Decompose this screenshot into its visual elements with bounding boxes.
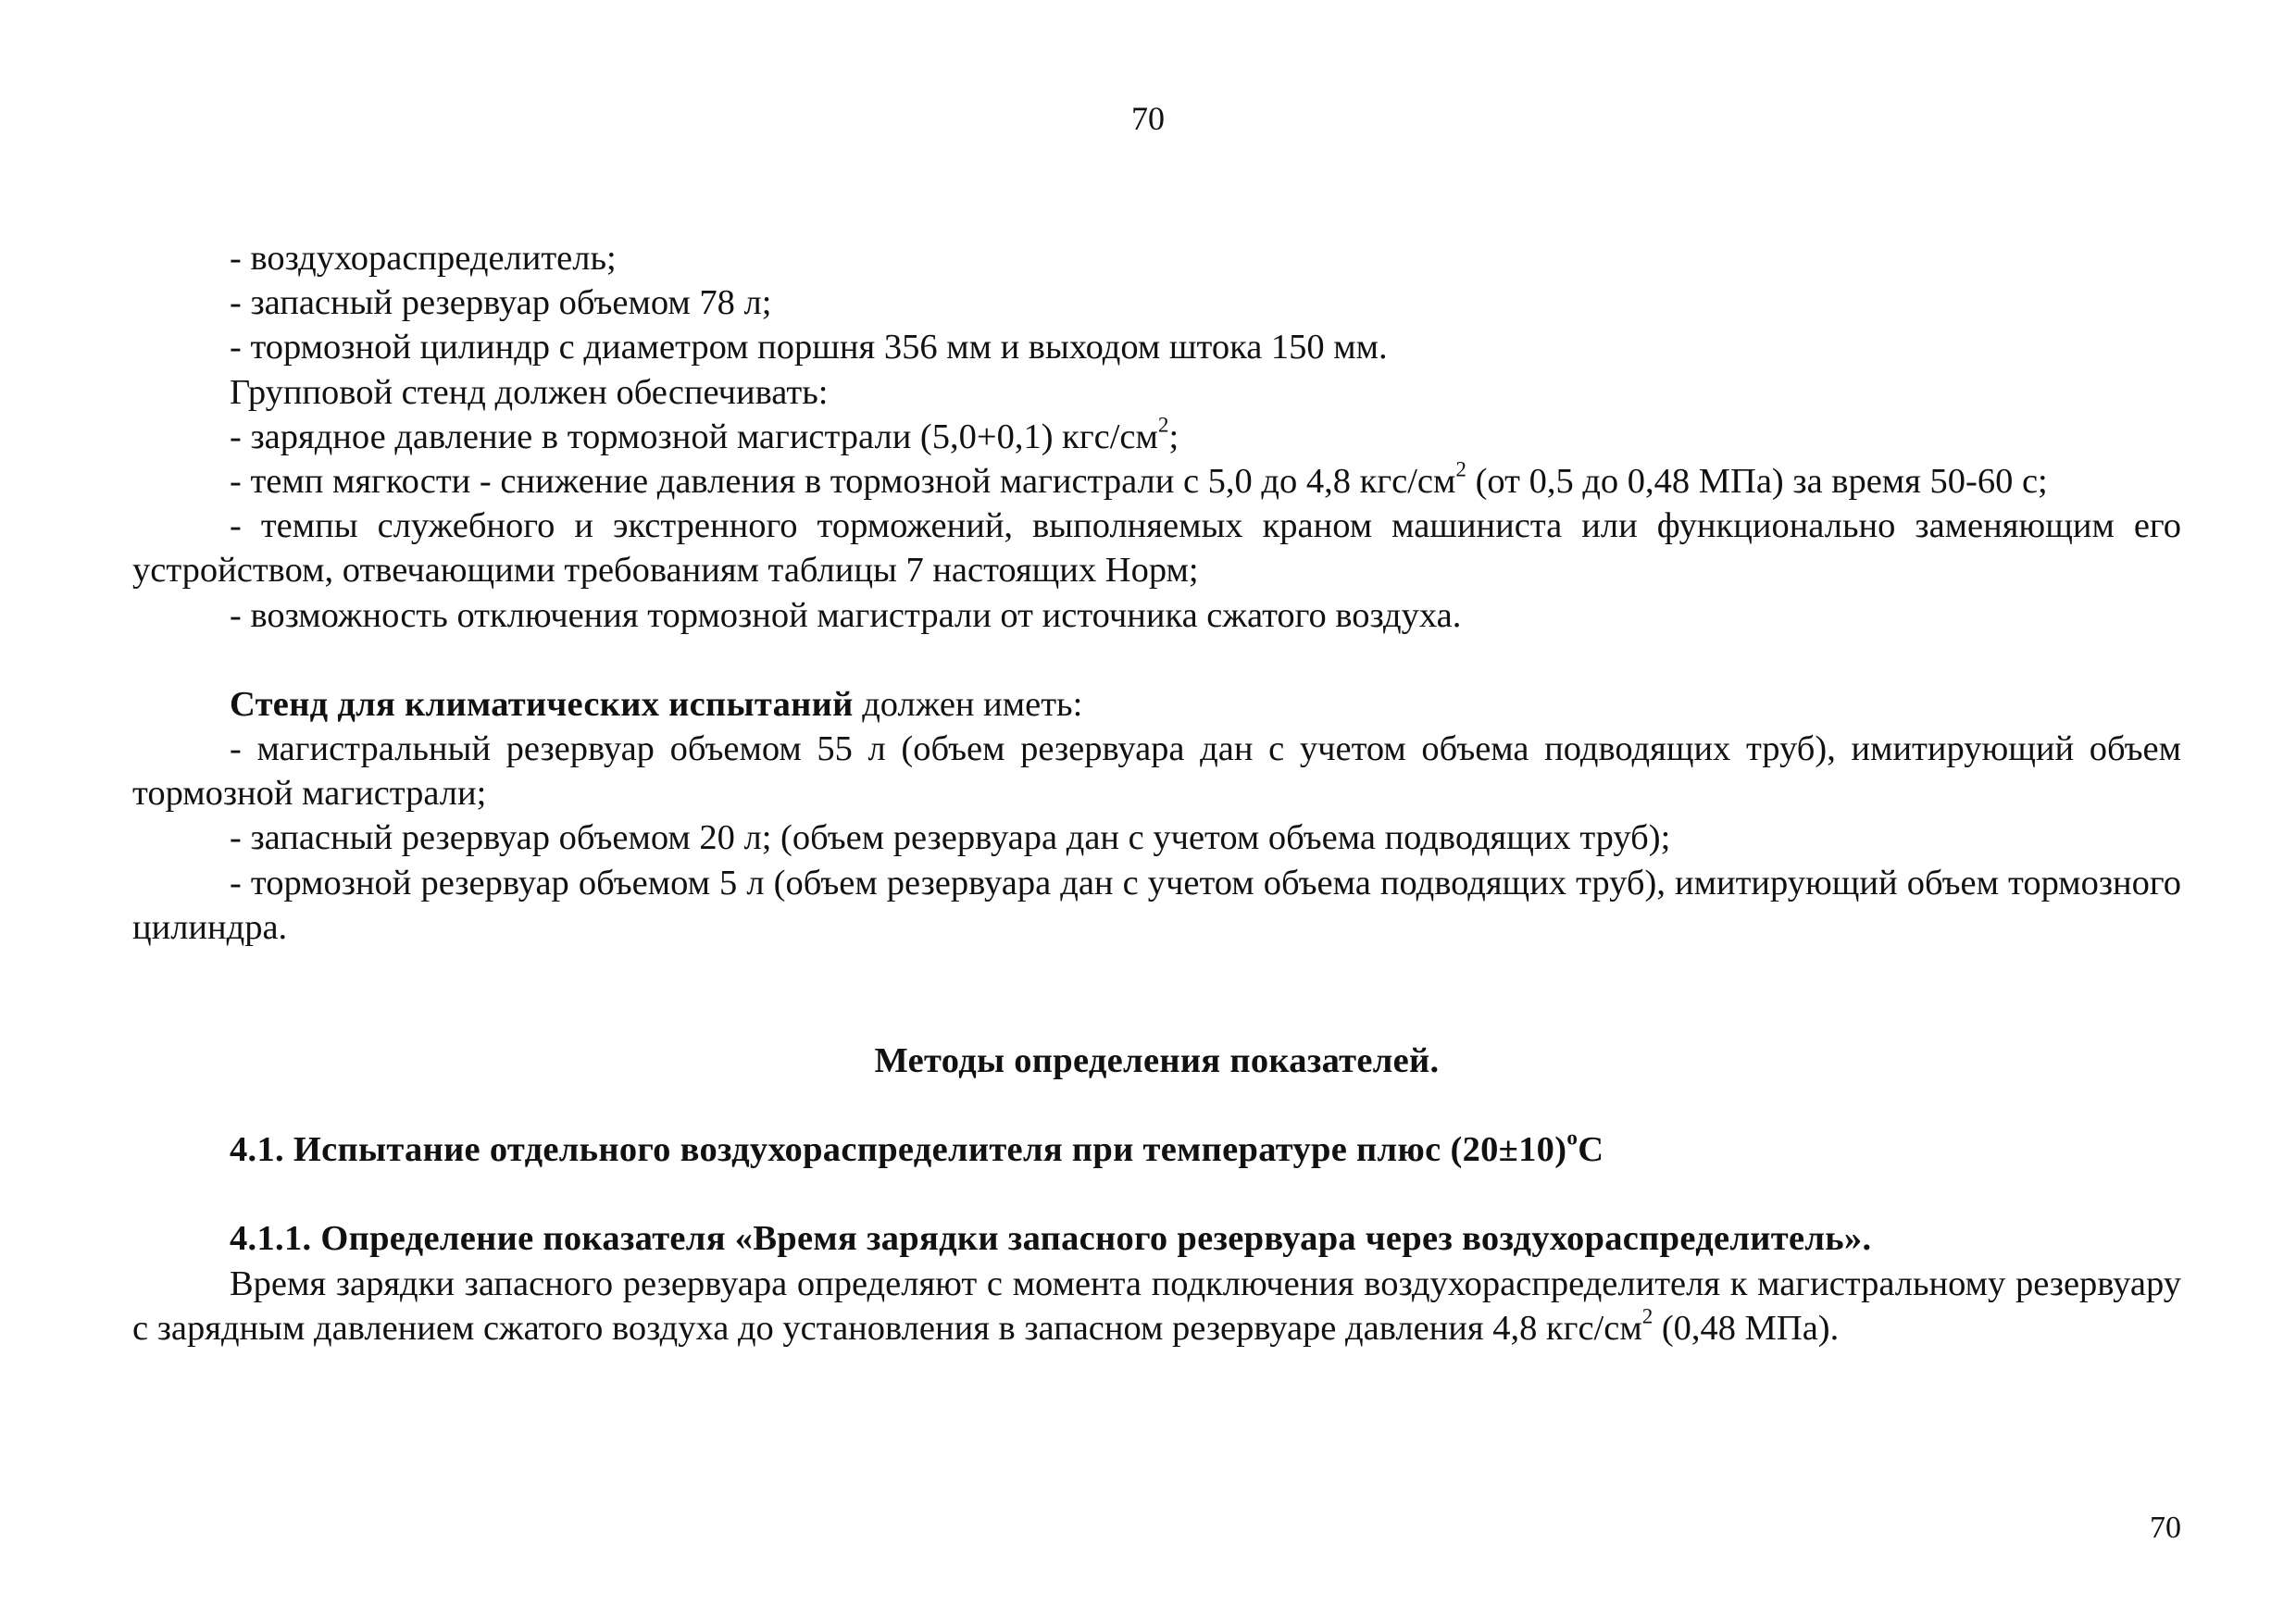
list-item-disconnect: - возможность отключения тормозной магистрали от источника сжатого воздуха. bbox=[230, 595, 1462, 635]
list-item-brake-tank-5: - тормозной резервуар объемом 5 л (объем резервуара дан с учетом объема подводящих труб), имитирующий объем тормозного цилиндра. bbox=[132, 863, 2181, 947]
degree-superscript: о bbox=[1566, 1125, 1578, 1150]
list-item-reserve-tank-20: - запасный резервуар объемом 20 л; (объем резервуара дан с учетом объема подводящих труб); bbox=[230, 818, 1671, 858]
list-item-softness-rate: - темп мягкости - снижение давления в тормозной магистрали с 5,0 до 4,8 кгс/$см^2$ (от 0,5 до 0,48 МПа) за время 50-60 с; bbox=[230, 456, 2048, 502]
list-item-brake-cylinder: - тормозной цилиндр с диаметром поршня 356 мм и выходом штока 150 мм. bbox=[230, 328, 1388, 367]
list-item-charging-pressure: - зарядное давление в тормозной магистрали (5,0+0,1) кгс/$см^2$; bbox=[230, 412, 1179, 456]
superscript: 2 bbox=[1157, 412, 1169, 437]
document-body bbox=[132, 236, 2181, 1350]
list-item-reserve-tank-78: - запасный резервуар объемом 78 л; bbox=[230, 283, 772, 323]
methods-title: Методы определения показателей. bbox=[874, 1041, 1440, 1081]
climatic-stand-heading: Стенд для климатических испытаний должен иметь: bbox=[230, 684, 1083, 724]
list-item-braking-rates: - темпы служебного и экстренного торможений, выполняемых краном машиниста или функционально заменяющим его устройством, отвечающими требованиям таблицы 7 настоящих Норм; bbox=[132, 506, 2181, 591]
section-4-1-1-body: Время зарядки запасного резервуара определяют с момента подключения воздухораспределителя к магистральному резервуару с зарядным давлением сжатого воздуха до установления в запасном резервуаре давления 4,8 кгс/$см^2$ (0,48 МПа). bbox=[132, 1263, 2181, 1348]
superscript: 2 bbox=[1641, 1303, 1653, 1328]
list-item-main-tank-55: - магистральный резервуар объемом 55 л (объем резервуара дан с учетом объема подводящих труб), имитирующий объем тормозной магистрали; bbox=[132, 729, 2181, 814]
superscript: 2 bbox=[1455, 456, 1466, 481]
list-item-air-distributor: - воздухораспределитель; bbox=[230, 239, 617, 278]
section-4-1-1-heading: 4.1.1. Определение показателя «Время зарядки запасного резервуара через воздухораспределитель». bbox=[230, 1219, 1872, 1259]
group-stand-intro: Групповой стенд должен обеспечивать: bbox=[230, 372, 829, 412]
page-number-top: 70 bbox=[1131, 100, 1165, 137]
section-4-1-heading: 4.1. Испытание отдельного воздухораспределителя при температуре плюс $(20\pm 10)^оС$ bbox=[230, 1125, 1604, 1170]
page-number-bottom: 70 bbox=[2150, 1511, 2181, 1545]
